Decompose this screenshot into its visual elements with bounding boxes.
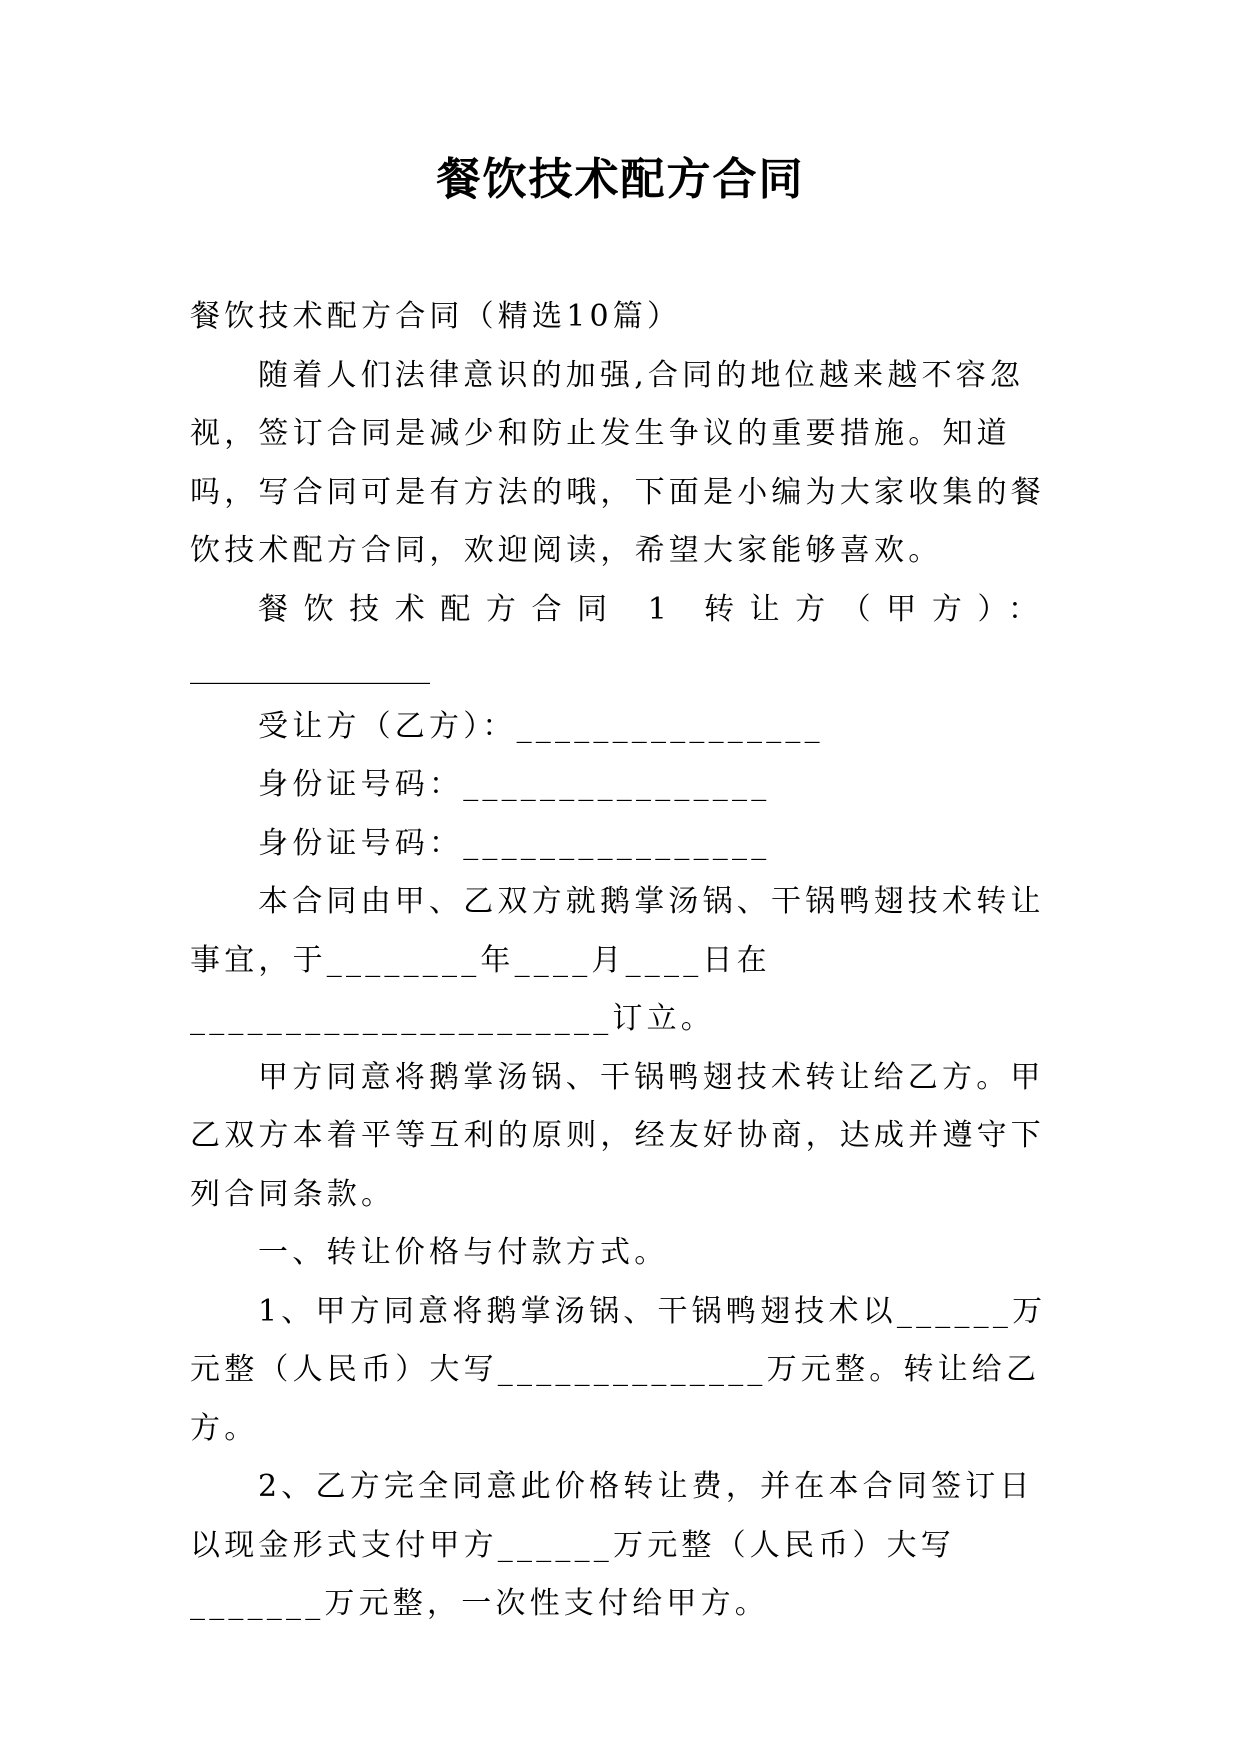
section-heading-1: 一、转让价格与付款方式。 [258, 1235, 669, 1270]
agreement-paragraph: 甲方同意将鹅掌汤锅、干锅鸭翅技术转让给乙方。甲乙双方本着平等互利的原则，经友好协商，达成并遵守下列合同条款。 [190, 1059, 1045, 1212]
intro-paragraph: 随着人们法律意识的加强,合同的地位越来越不容忽视，签订合同是减少和防止发生争议的重要措施。知道吗，写合同可是有方法的哦，下面是小编为大家收集的餐饮技术配方合同，欢迎阅读，希望大家能够喜欢。 [190, 357, 1045, 568]
party-a-blank: ________________ [190, 650, 430, 685]
subtitle-paragraph: 餐饮技术配方合同（精选10篇） [190, 299, 682, 334]
document-body [190, 288, 1050, 1634]
id-number-paragraph-2: 身份证号码：________________ [258, 825, 771, 861]
id-number-paragraph-1: 身份证号码：________________ [258, 767, 771, 802]
clause-2-paragraph: 2、乙方完全同意此价格转让费，并在本合同签订日以现金形式支付甲方______万元整（人民币）大写_______万元整，一次性支付给甲方。 [190, 1469, 1034, 1621]
document-title: 餐饮技术配方合同 [436, 154, 805, 205]
contract-heading-paragraph: 餐饮技术配方合同 1 转让方（甲方）： [258, 591, 1050, 627]
party-b-paragraph: 受让方（乙方）：________________ [258, 708, 824, 744]
signing-paragraph: 本合同由甲、乙双方就鹅掌汤锅、干锅鸭翅技术转让事宜，于________年____月____日在______________________订立。 [190, 884, 1045, 1036]
party-a-blank-line [190, 639, 1050, 698]
clause-1-paragraph: 1、甲方同意将鹅掌汤锅、干锅鸭翅技术以______万元整（人民币）大写______________万元整。转让给乙方。 [190, 1293, 1047, 1446]
